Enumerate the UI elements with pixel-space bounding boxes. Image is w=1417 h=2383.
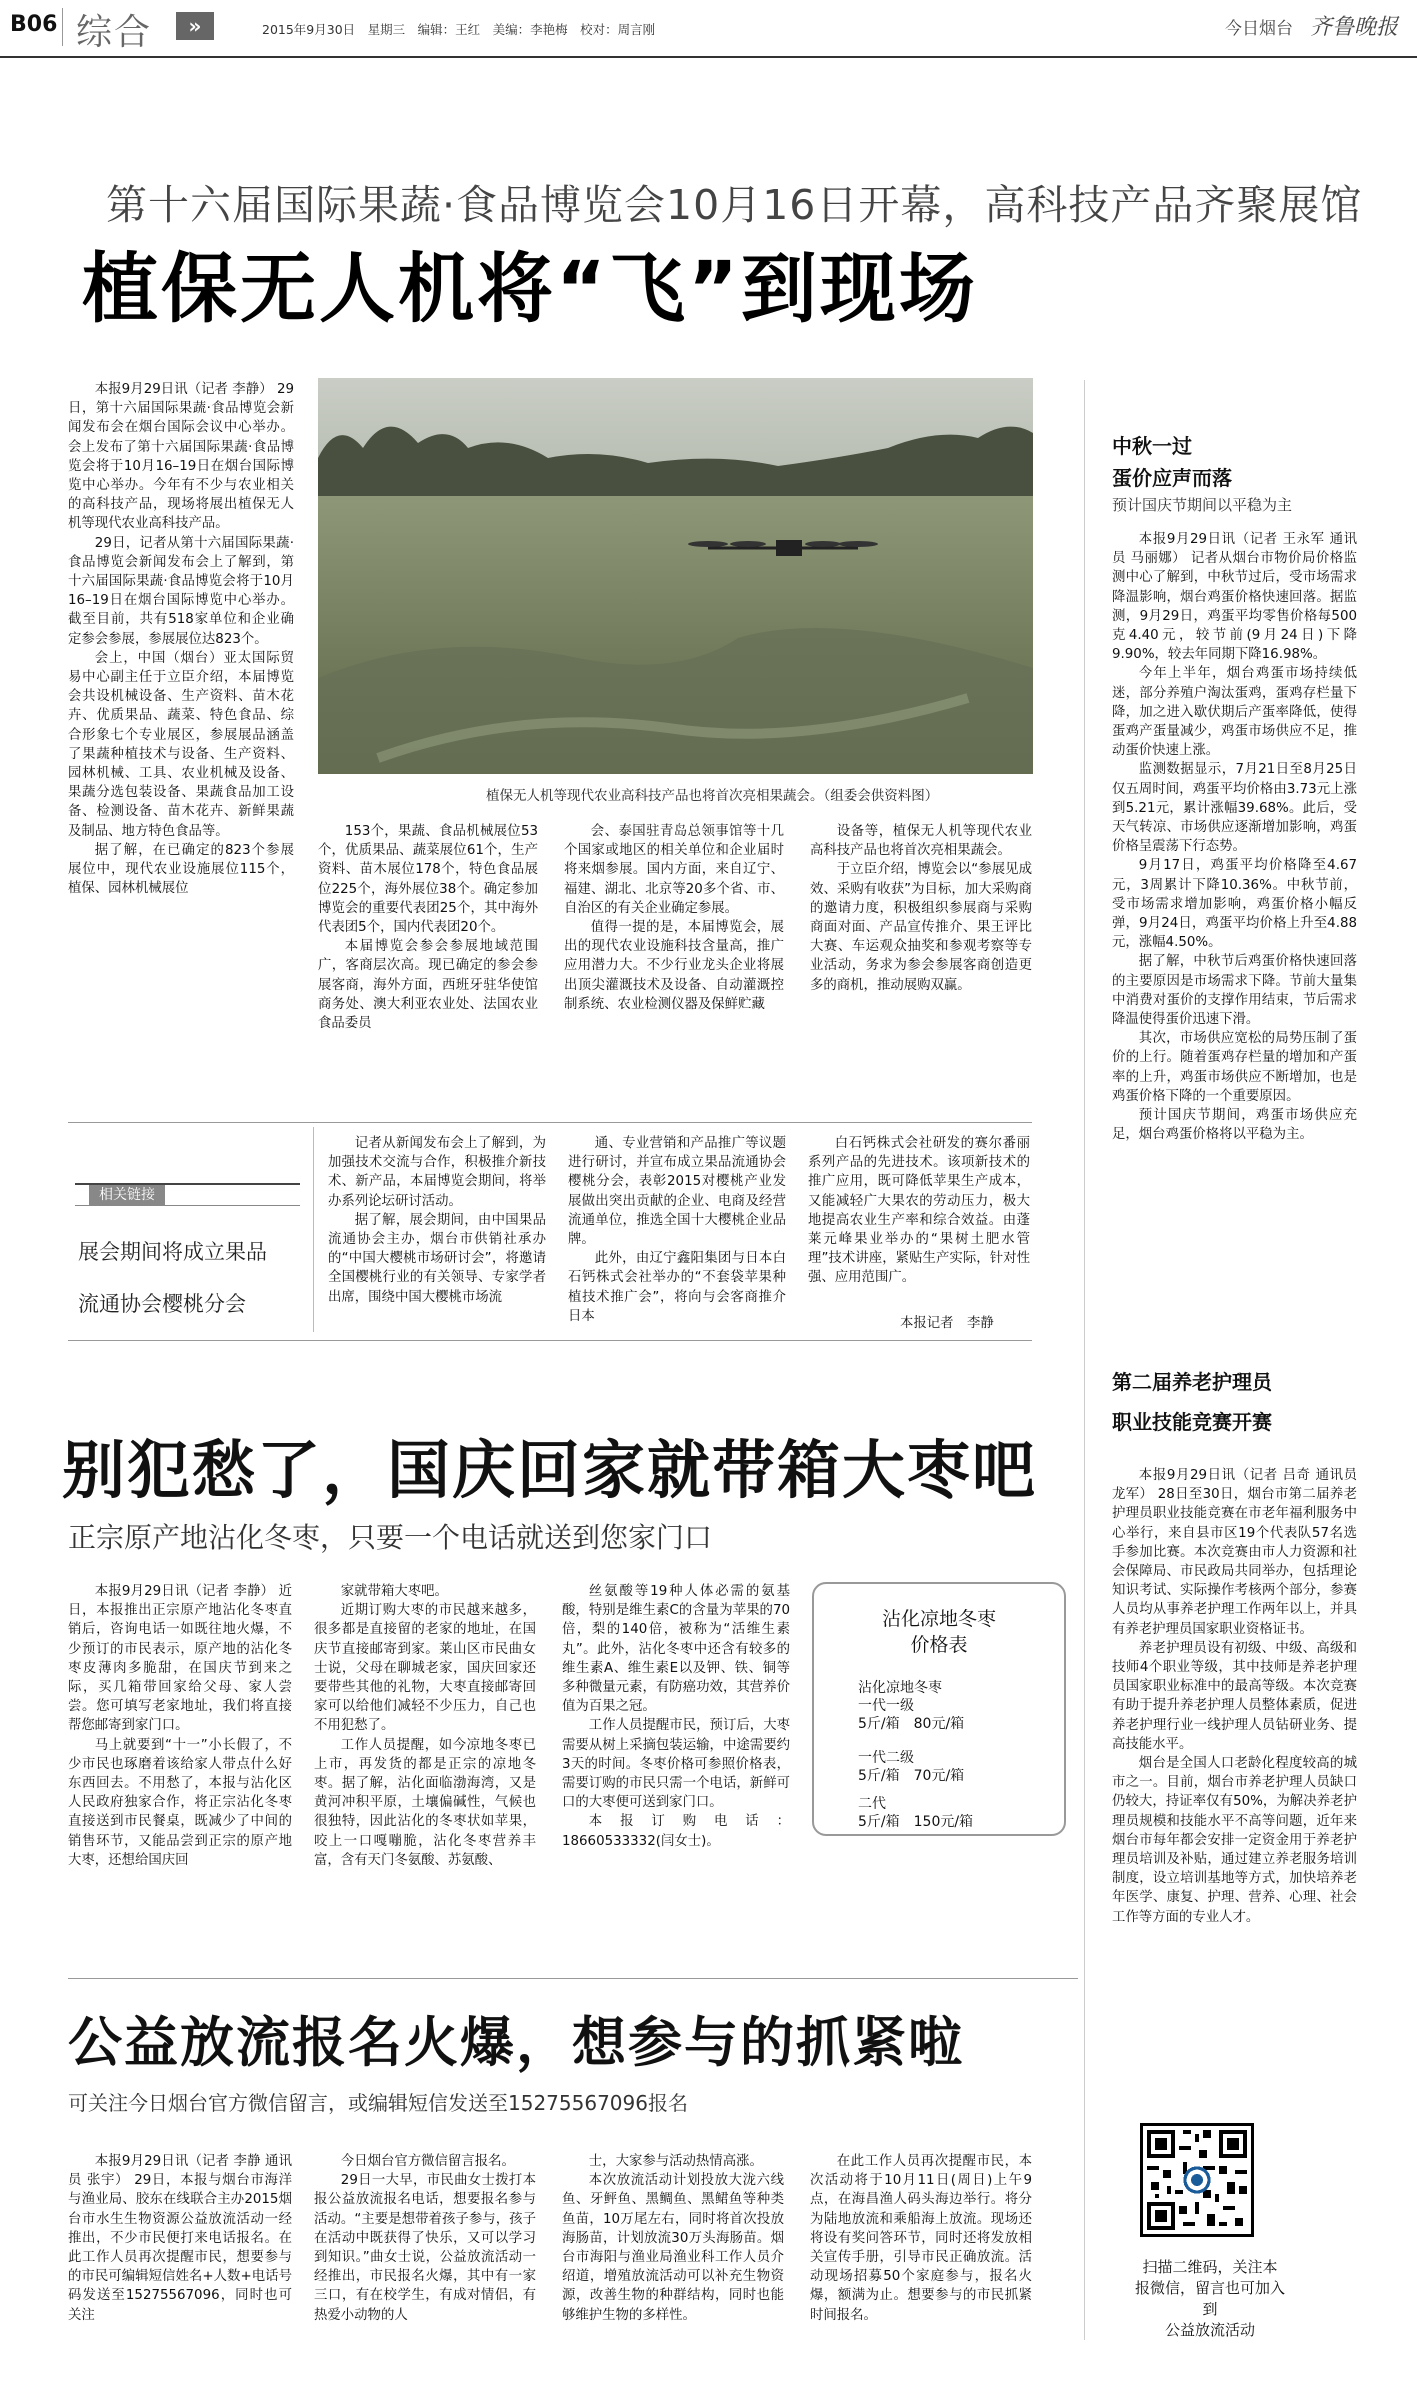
related-column-1 bbox=[328, 1134, 546, 1332]
related-tag-label: 相关链接 bbox=[89, 1185, 165, 1205]
paragraph: 本报9月29日讯（记者 李静 通讯员 张宇） 29日，本报与烟台市海洋与渔业局、胶东在线联合主办2015烟台市水生生物资源公益放流活动一经推出，不少市民便打来电话报名。在此工作人员再次提醒市民，想要参与的市民可编辑短信姓名+人数+电话号码发送至15275567096，同时也可关注 bbox=[68, 2154, 292, 2323]
paragraph: 本报9月29日讯（记者 吕奇 通讯员 龙军） 28日至30日，烟台市第二届养老护理员职业技能竞赛在市老年福利服务中心举行，来自县市区19个代表队57名选手参加比赛。本次竞赛由市人力资源和社会保障局、市民政局共同举办，包括理论知识考试、实际操作考核两个部分，参赛人员均从事养老护理工作两年以上，并具有养老护理员国家职业资格证书。 bbox=[1112, 1468, 1357, 1637]
paragraph: 会上，中国（烟台）亚太国际贸易中心副主任于立臣介绍，本届博览会共设机械设备、生产资料、苗木花卉、优质果品、蔬菜、特色食品、综合形象七个专业展区，参展展品涵盖了果蔬种植技术与设备、生产资料、园林机械、工具、农业机械及设备、果蔬分选包装设备、果蔬食品加工设备、检测设备、苗木花卉、新鲜果蔬及制品、地方特色食品等。 bbox=[68, 650, 294, 839]
paper-logo: 齐鲁晚报 bbox=[1310, 15, 1399, 40]
qr-caption-line: 扫描二维码，关注本 bbox=[1142, 2258, 1278, 2276]
paragraph: 今日烟台官方微信留言报名。 bbox=[340, 2154, 515, 2169]
drone-photo bbox=[318, 378, 1033, 774]
paragraph: 工作人员提醒市民，预订后，大枣需要从树上采摘包装运输，中途需要约3天的时间。冬枣价格可参照价格表，需要订购的市民只需一个电话，新鲜可口的大枣便可送到家门口。 bbox=[562, 1718, 790, 1811]
paragraph: 此外，由辽宁鑫阳集团与日本白石钙株式会社举办的“不套袋苹果种植技术推广会”，将向与会客商推介日本 bbox=[568, 1251, 786, 1324]
sidebar-divider bbox=[1084, 380, 1085, 2340]
article2-column-3 bbox=[562, 1582, 790, 1964]
price-item-spec: 一代一级 bbox=[858, 1698, 914, 1714]
paragraph: 29日，记者从第十六届国际果蔬·食品博览会新闻发布会上了解到，第十六届国际果蔬·食品博览会将于10月16–19日在烟台国际博览中心举办。截至目前，共有518家单位和企业确定参会参展，参展展位达823个。 bbox=[68, 535, 294, 647]
header-divider bbox=[62, 8, 63, 46]
related-bottom-rule bbox=[68, 1340, 1032, 1341]
paragraph: 本报订购电话：18660533332(闫女士)。 bbox=[562, 1814, 790, 1849]
headline-line: 职业技能竞赛开赛 bbox=[1112, 1410, 1272, 1434]
article3-column-2 bbox=[314, 2152, 536, 2374]
related-top-rule bbox=[68, 1122, 1032, 1123]
header-edition: 今日烟台 bbox=[1225, 19, 1293, 39]
paragraph: 会、泰国驻青岛总领事馆等十几个国家或地区的相关单位和企业届时将来烟参展。国内方面，来自辽宁、福建、湖北、北京等20多个省、市、自治区的有关企业确定参展。 bbox=[564, 824, 784, 916]
qr-caption bbox=[1130, 2257, 1290, 2341]
header-rule bbox=[0, 56, 1417, 58]
paragraph: 9月17日，鸡蛋平均价格降至4.67元，3周累计下降10.36%。中秋节前，受市场需求增加影响，鸡蛋价格小幅反弹，9月24日，鸡蛋平均价格上升至4.88元，涨幅4.50%。 bbox=[1112, 858, 1357, 951]
paragraph: 29日一大早，市民曲女士拨打本报公益放流报名电话，想要报名参与活动。“主要是想带着孩子参与，孩子在活动中既获得了快乐，又可以学习到知识。”曲女士说，公益放流活动一经推出，市民报名火爆，其中有一家三口，有在校学生，有成对情侣，有热爱小动物的人 bbox=[314, 2173, 536, 2323]
price-item-name: 沾化凉地冬枣 bbox=[858, 1680, 942, 1696]
paragraph: 记者从新闻发布会上了解到，为加强技术交流与合作，积极推介新技术、新产品，本届博览会期间，将举办系列论坛研讨活动。 bbox=[328, 1136, 546, 1209]
article1-column-1 bbox=[68, 380, 294, 1118]
qr-caption-line: 报微信，留言也可加入到 bbox=[1134, 2279, 1285, 2318]
related-title-line: 流通协会樱桃分会 bbox=[78, 1292, 246, 1316]
paragraph: 153个，果蔬、食品机械展位53个，优质果品、蔬菜展位61个，生产资料、苗木展位178个，特色食品展位225个，海外展位38个。确定参加博览会的重要代表团25个，其中海外代表团5个，国内代表团20个。 bbox=[318, 824, 538, 936]
paragraph: 据了解，中秋节后鸡蛋价格快速回落的主要原因是市场需求下降。节前大量集中消费对蛋价的支撑作用结束，节后需求降温使得蛋价迅速下滑。 bbox=[1112, 954, 1357, 1028]
article3-subtitle: 可关注今日烟台官方微信留言，或编辑短信发送至15275567096报名 bbox=[68, 2091, 688, 2115]
paragraph: 本次放流活动计划投放大泷六线鱼、牙鲆鱼、黑鲷鱼、黑鲪鱼等种类鱼苗，10万尾左右，同时将首次投放海肠苗，计划放流30万头海肠苗。烟台市海阳与渔业局渔业科工作人员介绍道，增殖放流活动可以补充生物资源，改善生物的种群结构，同时也能够维护生物的多样性。 bbox=[562, 2173, 784, 2323]
article2-subtitle: 正宗原产地沾化冬枣，只要一个电话就送到您家门口 bbox=[68, 1521, 713, 1554]
headline-line: 第二届养老护理员 bbox=[1112, 1370, 1272, 1394]
paragraph: 白石钙株式会社研发的赛尔番丽系列产品的先进技术。该项新技术的推广应用，既可降低苹果生产成本，又能减轻广大果农的劳动压力，极大地提高农业生产率和综合效益。由蓬莱元峰果业举办的“果树土肥水管理”技术讲座，紧贴生产实际，针对性强、应用范围广。 bbox=[808, 1136, 1030, 1286]
sidebar2-headline bbox=[1112, 1362, 1272, 1442]
article3-column-4 bbox=[810, 2152, 1032, 2374]
paragraph: 监测数据显示，7月21日至8月25日仅五周时间，鸡蛋平均价格由3.73元上涨到5.21元，累计涨幅39.68%。此后，受天气转凉、市场供应逐渐增加影响，鸡蛋价格呈震荡下行态势。 bbox=[1112, 762, 1357, 855]
price-table-box bbox=[812, 1582, 1066, 1836]
sidebar1-headline bbox=[1112, 430, 1232, 494]
paragraph: 本报9月29日讯（记者 李静） 近日，本报推出正宗原产地沾化冬枣直销后，咨询电话一如既往地火爆，不少预订的市民表示，原产地的沾化冬枣皮薄肉多脆甜，在国庆节到来之际，买几箱带回家给父母、家人尝尝。您可填写老家地址，我们将直接帮您邮寄到家门口。 bbox=[68, 1584, 292, 1734]
chevron-right-icon: » bbox=[176, 12, 214, 40]
article2-headline: 别犯愁了，国庆回家就带箱大枣吧 bbox=[62, 1434, 1037, 1507]
paragraph: 本报9月29日讯（记者 王永军 通讯员 马丽娜） 记者从烟台市物价局价格监测中心了解到，中秋节过后，受市场需求降温影响，烟台鸡蛋价格快速回落。据监测，9月29日，鸡蛋平均零售价格每500克4.40元，较节前(9月24日)下降9.90%，较去年同期下降16.98%。 bbox=[1112, 532, 1357, 663]
article3-column-3 bbox=[562, 2152, 784, 2374]
price-title-line: 沾化凉地冬枣 bbox=[881, 1608, 996, 1630]
paragraph: 通、专业营销和产品推广等议题进行研讨，并宣布成立果品流通协会樱桃分会，表彰2015对樱桃产业发展做出突出贡献的企业、电商及经营流通单位，推选全国十大樱桃企业品牌。 bbox=[568, 1136, 786, 1248]
price-item-price: 5斤/箱 80元/箱 bbox=[858, 1716, 965, 1732]
paragraph: 养老护理员设有初级、中级、高级和技师4个职业等级，其中技师是养老护理员国家职业标准中的最高等级。本次竞赛有助于提升养老护理人员整体素质，促进养老护理行业一线护理人员钻研业务、提高技能水平。 bbox=[1112, 1640, 1357, 1752]
paragraph: 近期订购大枣的市民越来越多，很多都是直接留的老家的地址，在国庆节直接邮寄到家。莱山区市民曲女士说，父母在聊城老家，国庆回家还要带些其他的礼物，大枣直接邮寄回家可以给他们减轻不少压力，自己也不用犯愁了。 bbox=[314, 1603, 536, 1734]
qr-code[interactable] bbox=[1140, 2123, 1254, 2237]
paragraph: 丝氨酸等19种人体必需的氨基酸，特别是维生素C的含量为苹果的70倍，梨的140倍，被称为“活维生素丸”。此外，沾化冬枣中还含有较多的维生素A、维生素E以及钾、铁、铜等多种微量元素，有防癌功效，其营养价值为百果之冠。 bbox=[562, 1584, 790, 1715]
paragraph: 据了解，展会期间，由中国果品流通协会主办，烟台市供销社承办的“中国大樱桃市场研讨会”，将邀请全国樱桃行业的有关领导、专家学者出席，围绕中国大樱桃市场流 bbox=[328, 1212, 546, 1305]
price-item-price: 5斤/箱 150元/箱 bbox=[858, 1814, 974, 1830]
article1-column-2 bbox=[318, 822, 538, 1118]
related-title bbox=[78, 1226, 267, 1330]
paragraph: 本报9月29日讯（记者 李静） 29日，第十六届国际果蔬·食品博览会新闻发布会在烟台国际会议中心举办。会上发布了第十六届国际果蔬·食品博览会将于10月16–19日在烟台国际博览中心举办。今年有不少与农业相关的高科技产品，现场将展出植保无人机等现代农业高科技产品。 bbox=[68, 382, 294, 532]
article2-column-2 bbox=[314, 1582, 536, 1964]
paragraph: 士，大家参与活动热情高涨。 bbox=[588, 2154, 763, 2169]
sidebar1-body bbox=[1112, 530, 1357, 1330]
paragraph: 在此工作人员再次提醒市民，本次活动将于10月11日(周日)上午9点，在海昌渔人码头海边举行。将分为陆地放流和乘船海上放流。现场还将设有奖问答环节，同时还将发放相关宣传手册，引导市民正确放流。活动现场招募50个家庭参与，报名火爆，额满为止。想要参与的市民抓紧时间报名。 bbox=[810, 2154, 1032, 2323]
article2-column-1 bbox=[68, 1582, 292, 1964]
article3-headline: 公益放流报名火爆，想参与的抓紧啦 bbox=[68, 2011, 964, 2074]
paragraph: 其次，市场供应宽松的局势压制了蛋价的上行。随着蛋鸡存栏量的增加和产蛋率的上升，鸡蛋市场供应不断增加，也是鸡蛋价格下降的一个重要原因。 bbox=[1112, 1031, 1357, 1104]
section-title: 综合 bbox=[76, 12, 153, 53]
article1-subtitle: 第十六届国际果蔬·食品博览会10月16日开幕，高科技产品齐聚展馆 bbox=[106, 181, 1363, 229]
price-item-price: 5斤/箱 70元/箱 bbox=[858, 1768, 965, 1784]
paragraph: 家就带箱大枣吧。 bbox=[340, 1584, 448, 1599]
article1-column-3 bbox=[564, 822, 784, 1118]
paragraph: 烟台是全国人口老龄化程度较高的城市之一。目前，烟台市养老护理人员缺口仍较大，持证率仅有50%，为解决养老护理员规模和技能水平不高等问题，近年来烟台市每年都会安排一定资金用于养老护理员培训及补贴，通过建立养老服务培训制度，设立培训基地等方式，加快培养老年医学、康复、护理、营养、心理、社会工作等方面的专业人才。 bbox=[1112, 1756, 1357, 1925]
page-number: B06 bbox=[10, 12, 58, 37]
paragraph: 预计国庆节期间，鸡蛋市场供应充足，烟台鸡蛋价格将以平稳为主。 bbox=[1112, 1108, 1357, 1143]
article1-column-4 bbox=[810, 822, 1032, 1118]
related-column-2 bbox=[568, 1134, 786, 1332]
paragraph: 今年上半年，烟台鸡蛋市场持续低迷，部分养殖户淘汰蛋鸡，蛋鸡存栏量下降，加之进入歇伏期后产蛋率降低，使得蛋鸡产蛋量减少，鸡蛋市场供应不足，推动蛋价快速上涨。 bbox=[1112, 666, 1357, 759]
related-tag bbox=[75, 1183, 300, 1206]
price-item-spec: 二代 bbox=[858, 1796, 886, 1812]
related-byline: 本报记者 李静 bbox=[900, 1316, 994, 1331]
issue-meta: 2015年9月30日 星期三 编辑：王红 美编：李艳梅 校对：周言刚 bbox=[262, 22, 656, 37]
paragraph: 工作人员提醒，如今凉地冬枣已上市，再发货的都是正宗的凉地冬枣。据了解，沾化面临渤海湾，又是黄河冲积平原，土壤偏碱性，气候也很独特，因此沾化的冬枣状如苹果，咬上一口嘎嘣脆，沾化冬枣营养丰富，含有天门冬氨酸、苏氨酸、 bbox=[314, 1737, 536, 1868]
related-title-line: 展会期间将成立果品 bbox=[78, 1240, 267, 1264]
paragraph: 值得一提的是，本届博览会，展出的现代农业设施科技含量高，推广应用潜力大。不少行业龙头企业将展出顶尖灌溉技术及设备、自动灌溉控制系统、农业检测仪器及保鲜贮藏 bbox=[564, 920, 784, 1012]
headline-line: 蛋价应声而落 bbox=[1112, 466, 1232, 490]
related-column-3 bbox=[808, 1134, 1030, 1312]
photo-caption: 植保无人机等现代农业高科技产品也将首次亮相果蔬会。（组委会供资料图） bbox=[486, 788, 939, 804]
article3-column-1 bbox=[68, 2152, 292, 2374]
paragraph: 于立臣介绍，博览会以“参展见成效、采购有收获”为目标，加大采购商的邀请力度，积极组织参展商与采购商面对面、产品宣传推介、果王评比大赛、车运观众抽奖和参观考察等专业活动，务求为参会参展客商创造更多的商机，推动展购双赢。 bbox=[810, 862, 1032, 993]
article2-bottom-rule bbox=[68, 1978, 1078, 1979]
paragraph: 据了解，在已确定的823个参展展位中，现代农业设施展位115个，植保、园林机械展位 bbox=[68, 842, 294, 897]
article1-headline: 植保无人机将“飞”到现场 bbox=[82, 244, 978, 333]
headline-line: 中秋一过 bbox=[1112, 434, 1192, 458]
price-table-title bbox=[814, 1606, 1064, 1658]
price-item-spec: 一代二级 bbox=[858, 1750, 914, 1766]
price-title-line: 价格表 bbox=[910, 1634, 968, 1656]
paragraph: 设备等，植保无人机等现代农业高科技产品也将首次亮相果蔬会。 bbox=[810, 824, 1032, 859]
sidebar1-subtitle: 预计国庆节期间以平稳为主 bbox=[1112, 496, 1293, 514]
qr-caption-line: 公益放流活动 bbox=[1164, 2321, 1255, 2339]
paragraph: 马上就要到“十一”小长假了，不少市民也琢磨着该给家人带点什么好东西回去。不用愁了，本报与沾化区人民政府独家合作，将正宗沾化冬枣直接送到市民餐桌，既减少了中间的销售环节，又能品尝到正宗的原产地大枣，还想给国庆回 bbox=[68, 1737, 292, 1868]
sidebar2-body bbox=[1112, 1466, 1357, 2098]
paragraph: 本届博览会参会参展地域范围广，客商层次高。现已确定的参会参展客商，海外方面，西班牙驻华使馆商务处、澳大利亚农业处、法国农业食品委员 bbox=[318, 939, 538, 1032]
